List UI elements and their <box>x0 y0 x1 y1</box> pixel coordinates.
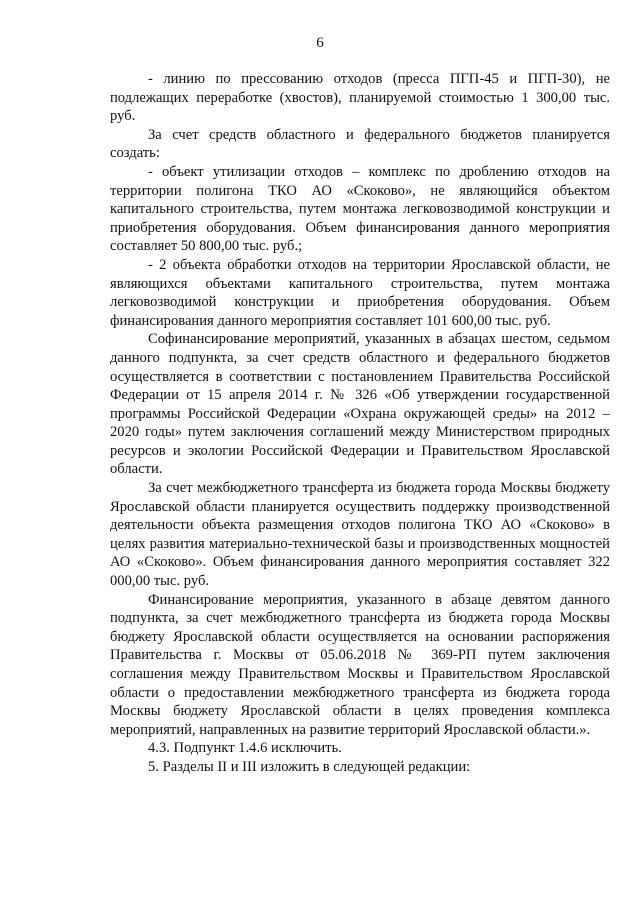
document-body <box>110 70 610 777</box>
paragraph-moscow-transfer: За счет межбюджетного трансферта из бюджета города Москвы бюджету Ярославской области планируется осуществить поддержку производственной деятельности объекта размещения отходов полигона ТКО АО «Скоково» в целях развития материально-технической базы и производственных мощностей АО «Скоково». Объем финансирования данного мероприятия составляет 322 000,00 тыс. руб. <box>110 480 610 590</box>
paragraph-transfer-financing: Финансирование мероприятия, указанного в абзаце девятом данного подпункта, за счет межбюджетного трансферта из бюджета города Москвы бюджету Ярославской области осуществляется на основании распоряжения Правительства г. Москвы от 05.06.2018 № 369-РП путем заключения соглашения между Правительством Москвы и Правительством Ярославской области о предоставлении межбюджетного трансферта из бюджета города Москвы бюджету Ярославской области в целях проведения комплекса мероприятий, направленных на развитие территорий Ярославской области.». <box>110 591 610 738</box>
paragraph-crushing-complex: - объект утилизации отходов – комплекс по дроблению отходов на территории полигона ТКО АО «Скоково», не являющийся объектом капитального строительства, путем монтажа легковозводимой конструкции и приобретения оборудования. Объем финансирования данного мероприятия составляет 50 800,00 тыс. руб.; <box>110 163 610 255</box>
paragraph-cofinancing: Софинансирование мероприятий, указанных в абзацах шестом, седьмом данного подпункта, за счет средств областного и федерального бюджетов осуществляется в соответствии с постановлением Правительства Российской Федерации от 15 апреля 2014 г. № 326 «Об утверждении государственной программы Российской Федерации «Охрана окружающей среды» на 2012 – 2020 годы» путем заключения соглашений между Министерством природных ресурсов и экологии Российской Федерации и Правительством Ярославской области. <box>110 331 610 478</box>
page-number: 6 <box>316 35 324 51</box>
paragraph-item-5: 5. Разделы II и III изложить в следующей редакции: <box>148 758 471 775</box>
paragraph-item-4-3: 4.3. Подпункт 1.4.6 исключить. <box>148 740 342 757</box>
paragraph-pressing-line: - линию по прессованию отходов (пресса ПГП-45 и ПГП-30), не подлежащих переработке (хвостов), планируемой стоимостью 1 300,00 тыс. руб. <box>110 71 610 125</box>
paragraph-processing-objects: - 2 объекта обработки отходов на территории Ярославской области, не являющихся объектами капитального строительства, путем монтажа легковозводимой конструкции и приобретения оборудования. Объем финансирования данного мероприятия составляет 101 600,00 тыс. руб. <box>110 256 610 329</box>
paragraph-budget-intro: За счет средств областного и федерального бюджетов планируется создать: <box>110 126 610 162</box>
